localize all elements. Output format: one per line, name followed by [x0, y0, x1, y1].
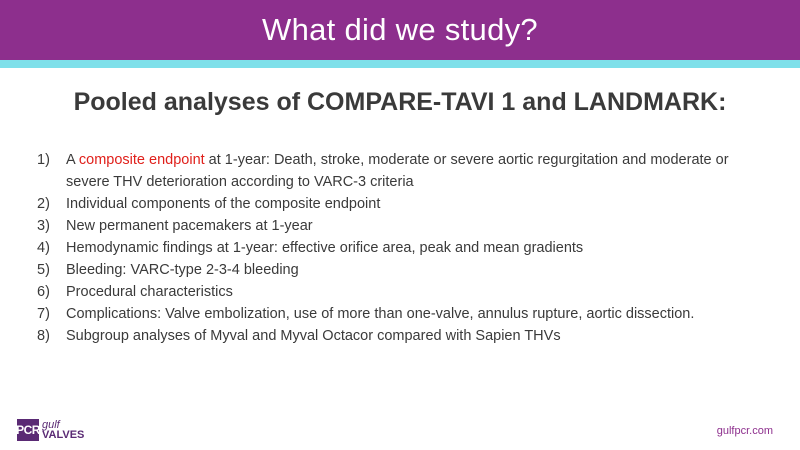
list-item [37, 215, 757, 237]
slide-subtitle: Pooled analyses of COMPARE-TAVI 1 and LANDMARK: [73, 88, 727, 116]
list-number: 1) [37, 152, 50, 168]
list-number: 5) [37, 262, 50, 278]
list-item [37, 259, 757, 281]
pcr-logo-mark: PCR [17, 419, 39, 441]
list-item [37, 303, 757, 325]
list-text-prefix: A [66, 152, 79, 168]
list-text: Subgroup analyses of Myval and Myval Octacor compared with Sapien THVs [66, 328, 561, 344]
list-number: 2) [37, 196, 50, 212]
list-text: Bleeding: VARC-type 2-3-4 bleeding [66, 262, 299, 278]
logo-word-valves: VALVES [42, 429, 85, 441]
list-text: New permanent pacemakers at 1-year [66, 218, 313, 234]
list-item [37, 149, 757, 193]
list-text: Complications: Valve embolization, use of more than one-valve, annulus rupture, aortic dissection. [66, 306, 695, 322]
list-item [37, 193, 757, 215]
list-number: 3) [37, 218, 50, 234]
list-number: 6) [37, 284, 50, 300]
list-item [37, 237, 757, 259]
title-accent-stripe [0, 60, 800, 68]
study-list [37, 149, 757, 347]
list-text: Procedural characteristics [66, 284, 233, 300]
list-text-rest: at 1-year: Death, stroke, moderate or severe aortic regurgitation and moderate or severe THV deterioration according to VARC-3 criteria [66, 152, 729, 190]
list-text: Hemodynamic findings at 1-year: effective orifice area, peak and mean gradients [66, 240, 584, 256]
list-number: 8) [37, 328, 50, 344]
list-text: Individual components of the composite endpoint [66, 196, 381, 212]
footer-url: gulfpcr.com [716, 425, 773, 437]
list-number: 4) [37, 240, 50, 256]
list-text [66, 149, 757, 193]
slide-title: What did we study? [262, 12, 538, 47]
logo-word-gulf: gulf [42, 419, 60, 431]
logo-wordmark [42, 420, 84, 440]
highlighted-term: composite endpoint [78, 152, 205, 168]
title-bar [0, 0, 800, 60]
list-item [37, 325, 757, 347]
list-number: 7) [37, 306, 50, 322]
gulf-valves-logo [17, 419, 84, 441]
list-item [37, 281, 757, 303]
